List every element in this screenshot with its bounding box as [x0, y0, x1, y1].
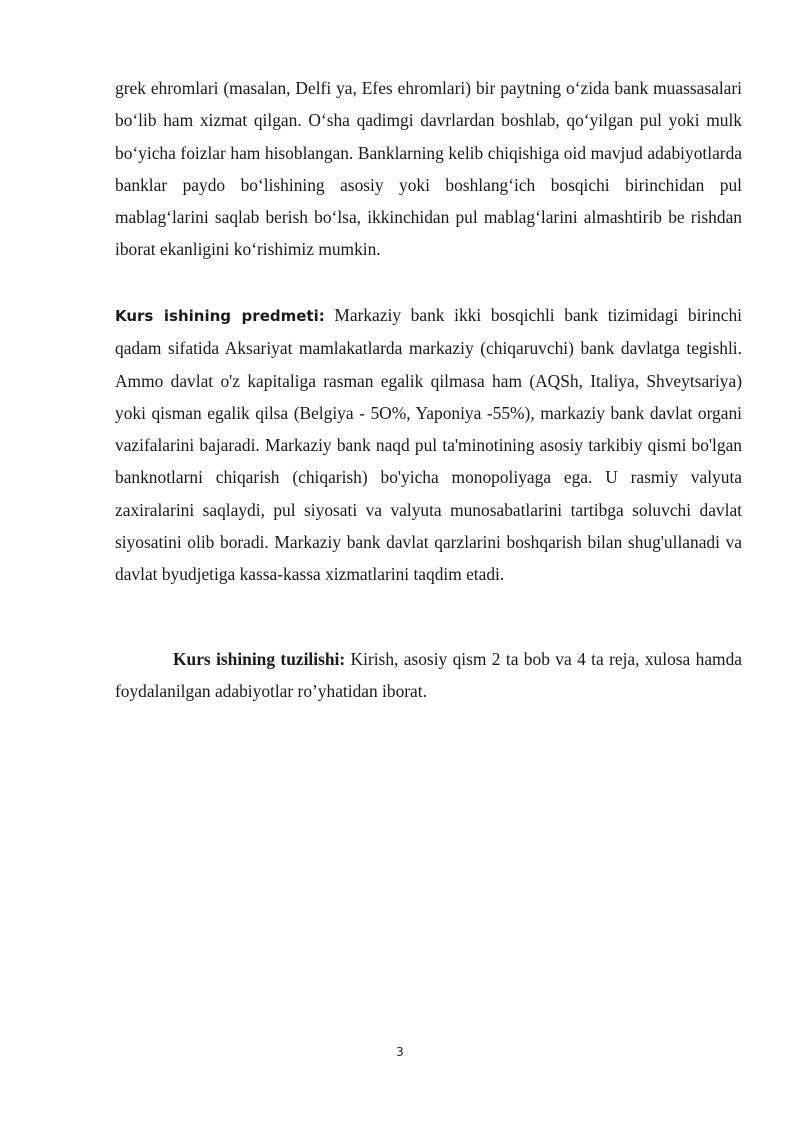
intro-paragraph-text: grek ehromlari (masalan, Delfi ya, Efes ehromlari) bir paytning o‘zida bank muassasalari bo‘lib ham xizmat qilgan. O‘sha qadimgi davrlardan boshlab, qo‘yilgan pul yoki mulk bo‘yicha foizlar ham hisoblangan. Banklarning kelib chiqishiga oid mavjud adabiyotlarda banklar paydo bo‘lishining asosiy yoki boshlang‘ich bosqichi birinchidan pul mablag‘larini saqlab berish bo‘lsa, ikkinchidan pul mablag‘larini almashtirib be rishdan iborat ekanligini ko‘rishimiz mumkin.: [115, 78, 742, 260]
structure-heading: Kurs ishining tuzilishi:: [173, 649, 346, 669]
structure-paragraph-text: Kirish, asosiy qism 2 ta bob va 4 ta reja, xulosa hamda foydalanilgan adabiyotlar ro’yhatidan iborat.: [115, 649, 742, 702]
page-number: 3: [396, 1045, 404, 1059]
intro-paragraph: [115, 72, 742, 266]
subject-heading: Kurs ishining predmeti:: [115, 307, 325, 325]
subject-paragraph: [115, 299, 742, 591]
subject-paragraph-text: Markaziy bank ikki bosqichli bank tizimidagi birinchi qadam sifatida Aksariyat mamlakatlarda markaziy (chiqaruvchi) bank davlatga tegishli. Ammo davlat o'z kapitaliga rasman egalik qilmasa ham (AQSh, Italiya, Shveytsariya) yoki qisman egalik qilsa (Belgiya - 5O%, Yaponiya -55%), markaziy bank davlat organi vazifalarini bajaradi. Markaziy bank naqd pul ta'minotining asosiy tarkibiy qismi bo'lgan banknotlarni chiqarish (chiqarish) bo'yicha monopoliyaga ega. U rasmiy valyuta zaxiralarini saqlaydi, pul siyosati va valyuta munosabatlarini tartibga soluvchi davlat siyosatini olib boradi. Markaziy bank davlat qarzlarini boshqarish bilan shug'ullanadi va davlat byudjetiga kassa-kassa xizmatlarini taqdim etadi.: [115, 305, 742, 585]
structure-paragraph: [115, 643, 742, 708]
